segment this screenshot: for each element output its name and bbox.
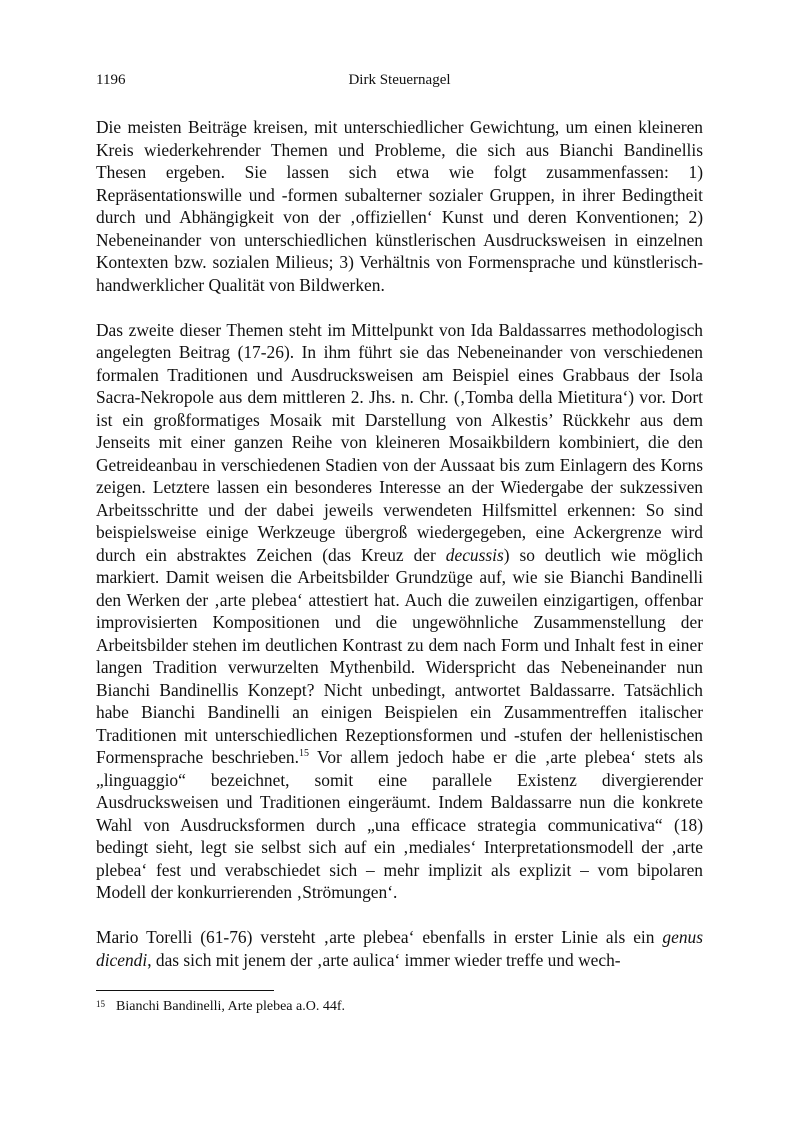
footnote-reference[interactable]: 15 bbox=[298, 748, 309, 760]
page-number: 1196 bbox=[96, 72, 126, 88]
body-text bbox=[96, 116, 703, 971]
footnote-text: Bianchi Bandinelli, Arte plebea a.O. 44f. bbox=[116, 999, 345, 1014]
paragraph-3-text-a: Mario Torelli (61-76) versteht ‚arte plebea‘ ebenfalls in erster Linie als ein bbox=[96, 927, 663, 947]
paragraph-3-text-b: , das sich mit jenem der ‚arte aulica‘ immer wieder treffe und wech- bbox=[147, 949, 621, 970]
footnote-separator bbox=[96, 990, 274, 991]
paragraph-2-italic-term: decussis bbox=[445, 544, 504, 565]
paragraph-3-italic-term: genus dicendi bbox=[96, 927, 703, 970]
footnote bbox=[96, 998, 703, 1016]
paragraph-3 bbox=[96, 926, 703, 971]
paragraph-2-text-b: ) so deutlich wie möglich markiert. Damit weisen die Arbeitsbilder Grundzüge auf, wie sie Bianchi Bandinelli den Werken der ‚arte plebea‘ attestiert hat. Auch die zuweilen einzigartigen, offenbar improvisierten Kompositionen und die ungewöhnliche Zusammenstellung der Arbeitsbilder stehen im deutlichen Kontrast zu dem nach Form und Inhalt fest in einer langen Tradition verwurzelten Mythenbild. Widerspricht das Nebeneinander nun Bianchi Bandinellis Konzept? Nicht unbedingt, antwortet Baldassarre. Tatsächlich habe Bianchi Bandinelli an einigen Beispielen ein Zusammentreffen italischer Traditionen mit unterschiedlichen Rezeptionsformen und -stufen der hellenistischen Formensprache beschrieben. bbox=[96, 544, 703, 767]
running-header bbox=[96, 72, 703, 94]
paragraph-2-text-c: Vor allem jedoch habe er die ‚arte plebea‘ stets als „linguaggio“ bezeichnet, somit eine parallele Existenz divergierender Ausdrucksweisen und Traditionen eingeräumt. Indem Baldassarre nun die konkrete Wahl von Ausdrucksformen durch „una efficace strategia communicativa“ (18) bedingt sieht, legt sie selbst sich auf ein ‚mediales‘ Interpretationsmodell der ‚arte plebea‘ fest und verabschiedet sich – mehr implizit als explizit – vom bipolaren Modell der konkurrierenden ‚Strömungen‘. bbox=[96, 747, 704, 902]
running-head-author: Dirk Steuernagel bbox=[348, 72, 451, 88]
paragraph-1 bbox=[96, 116, 703, 296]
paragraph-1-text: Die meisten Beiträge kreisen, mit unterschiedlicher Gewichtung, um einen kleineren Kreis wiederkehrender Themen und Probleme, die sich aus Bianchi Bandinellis Thesen ergeben. Sie lassen sich etwa wie folgt zusammenfassen: 1) Repräsentationswille und -formen subalterner sozialer Gruppen, in ihrer Bedingtheit durch und Abhängigkeit von der ‚offiziellen‘ Kunst und deren Konventionen; 2) Nebeneinander von unterschiedlichen künstlerischen Ausdrucksweisen in einzelnen Kontexten bzw. sozialen Milieus; 3) Verhältnis von Formensprache und künstlerisch-handwerklicher Qualität von Bildwerken. bbox=[96, 117, 703, 295]
paragraph-2 bbox=[96, 319, 703, 904]
paragraph-2-text-a: Das zweite dieser Themen steht im Mittelpunkt von Ida Baldassarres methodologisch angelegten Beitrag (17-26). In ihm führt sie das Nebeneinander von verschiedenen formalen Traditionen und Ausdrucksweisen am Beispiel eines Grabbaus der Isola Sacra-Nekropole aus dem mittleren 2. Jhs. n. Chr. (‚Tomba della Mietitura‘) vor. Dort ist ein großformatiges Mosaik mit Darstellung von Alkestis’ Rückkehr aus dem Jenseits mit einer ganzen Reihe von kleineren Mosaikbildern kombiniert, die den Getreideanbau in verschiedenen Stadien von der Aussaat bis zum Einlagern des Korns zeigen. Letztere lassen ein besonderes Interesse an der Wiedergabe der sukzessiven Arbeitsschritte und der dabei jeweils verwendeten Hilfsmittel erkennen: So sind beispielsweise einige Werkzeuge übergroß wiedergegeben, eine Ackergrenze wird durch ein abstraktes Zeichen (das Kreuz der bbox=[96, 319, 703, 565]
footnote-number: 15 bbox=[96, 999, 105, 1009]
